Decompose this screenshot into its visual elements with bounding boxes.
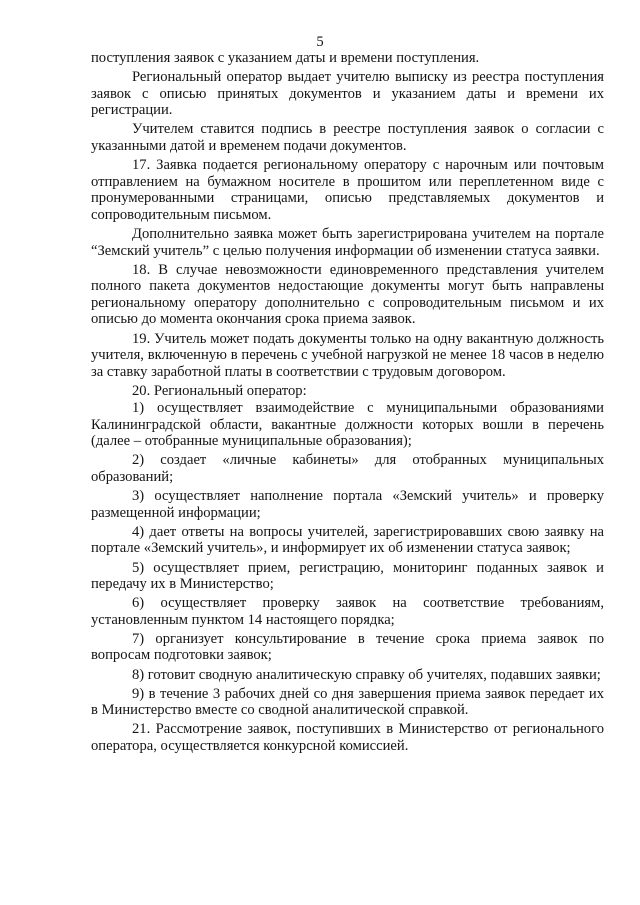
list-item: 8) готовит сводную аналитическую справку об учителях, подавших заявки; (132, 666, 601, 683)
page-number: 5 (316, 34, 324, 50)
paragraph: Учителем ставится подпись в реестре поступления заявок о согласии с указанными датой и временем подачи документов. (91, 121, 604, 154)
list-item: 6) осуществляет проверку заявок на соответствие требованиям, установленным пунктом 14 настоящего порядка; (91, 595, 604, 628)
list-item: 9) в течение 3 рабочих дней со дня завершения приема заявок передает их в Министерство вместе со сводной аналитической справкой. (91, 685, 604, 719)
paragraph-19: 19. Учитель может подать документы только на одну вакантную должность учителя, включенную в перечень с учебной нагрузкой не менее 18 часов в неделю за ставку заработной платы в соответствии с трудовым договором. (91, 330, 604, 380)
paragraph: Дополнительно заявка может быть зарегистрирована учителем на портале “Земский учитель” с целью получения информации об изменении статуса заявки. (91, 225, 604, 259)
list-item: 2) создает «личные кабинеты» для отобранных муниципальных образований; (91, 452, 604, 486)
paragraph-20: 20. Региональный оператор: (132, 382, 307, 399)
list-item: 4) дает ответы на вопросы учителей, зарегистрировавших свою заявку на портале «Земский учитель», и информирует их об изменении статуса заявок; (91, 523, 604, 557)
paragraph-21: 21. Рассмотрение заявок, поступивших в Министерство от регионального оператора, осуществляется конкурсной комиссией. (91, 721, 604, 754)
paragraph: поступления заявок с указанием даты и времени поступления. (91, 50, 480, 66)
list-item: 5) осуществляет прием, регистрацию, мониторинг поданных заявок и передачу их в Министерство; (91, 559, 604, 593)
paragraph-18: 18. В случае невозможности единовременного представления учителем полного пакета документов недостающие документы могут быть направлены региональному оператору дополнительно с сопроводительным письмом и их описью до момента окончания срока приема заявок. (91, 261, 604, 328)
paragraph: Региональный оператор выдает учителю выписку из реестра поступления заявок с описью принятых документов и указанием даты и времени их регистрации. (91, 69, 604, 119)
paragraph-17: 17. Заявка подается региональному оператору с нарочным или почтовым отправлением на бумажном носителе в прошитом или переплетенном виде с пронумерованными страницами, описью представляемых документов и сопроводительным письмом. (91, 157, 604, 223)
document-body (91, 50, 604, 757)
list-item: 3) осуществляет наполнение портала «Земский учитель» и проверку размещенной информации; (91, 488, 604, 521)
list-item: 1) осуществляет взаимодействие с муниципальными образованиями Калининградской области, вакантные должности которых вошли в перечень (далее – отобранные муниципальные образования); (91, 400, 604, 450)
list-item: 7) организует консультирование в течение срока приема заявок по вопросам подготовки заявок; (91, 630, 604, 664)
